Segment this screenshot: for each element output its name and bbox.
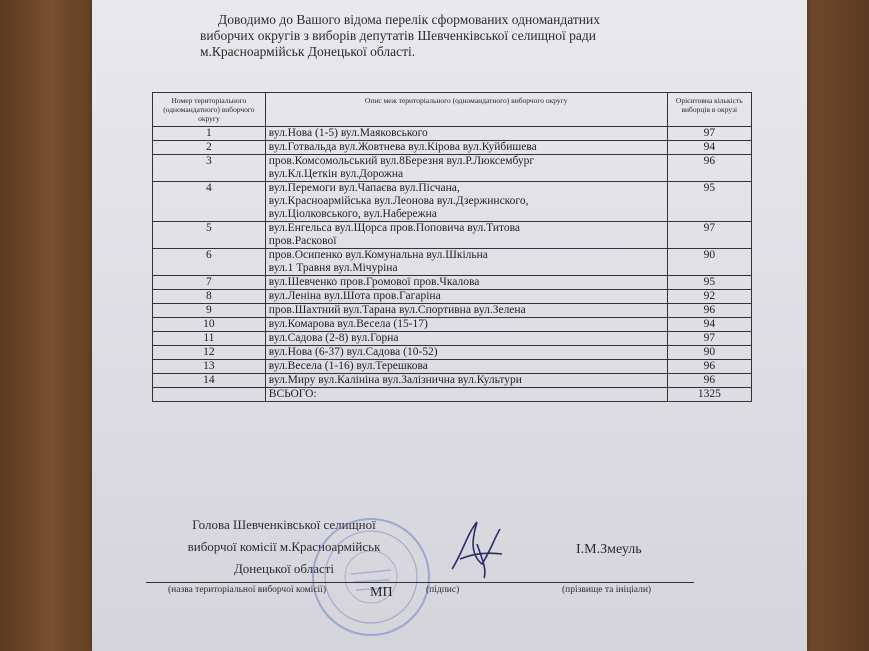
table-header-row (153, 93, 752, 127)
caption-commission: (назва територіальної виборчої комісії) (168, 585, 326, 595)
caption-name: (прізвище та ініціали) (562, 585, 652, 595)
table-row (153, 249, 752, 276)
district-number: 3 (153, 155, 266, 182)
seal-mark-mp: МП (370, 585, 393, 600)
commission-line-1: Голова Шевченківської селищної (192, 517, 376, 532)
district-boundaries: вул.Комарова вул.Весела (15-17) (265, 318, 667, 332)
document-page (92, 0, 807, 651)
total-value: 1325 (667, 388, 751, 402)
table-row (153, 290, 752, 304)
table-row (153, 332, 752, 346)
commission-underline (146, 582, 408, 583)
district-number: 12 (153, 346, 266, 360)
total-row (153, 388, 752, 402)
name-underline (534, 582, 694, 583)
table-row (153, 155, 752, 182)
voter-count: 97 (667, 332, 751, 346)
voter-count: 97 (667, 222, 751, 249)
intro-line-1: Доводимо до Вашого відома перелік сформованих одномандатних (218, 12, 600, 27)
voter-count: 96 (667, 304, 751, 318)
voter-count: 90 (667, 249, 751, 276)
district-boundaries: пров.Шахтний вул.Тарана вул.Спортивна вул.Зелена (265, 304, 667, 318)
commission-line-2: виборчої комісії м.Красноармійськ (187, 539, 381, 554)
district-boundaries: вул.Миру вул.Калініна вул.Залізнична вул.Культури (265, 374, 667, 388)
district-number: 1 (153, 127, 266, 141)
intro-line-3: м.Красноармійськ Донецької області. (200, 44, 416, 59)
official-stamp (306, 512, 436, 642)
header-desc: Опис меж територіального (одномандатного) виборчого округу (265, 93, 667, 127)
district-number: 2 (153, 141, 266, 155)
district-boundaries: пров.Комсомольський вул.8Березня вул.Р.Люксембург вул.Кл.Цеткін вул.Дорожна (265, 155, 667, 182)
table-row (153, 304, 752, 318)
table-row (153, 318, 752, 332)
chair-name: І.М.Змеуль (576, 542, 642, 557)
header-count: Орієнтовна кількість виборців в окрузі (667, 93, 751, 127)
total-label: ВСЬОГО: (265, 388, 667, 402)
table-row (153, 182, 752, 222)
total-empty (153, 388, 266, 402)
district-boundaries: вул.Готвальда вул.Жовтнева вул.Кірова вул.Куйбишева (265, 141, 667, 155)
districts-table (152, 92, 752, 402)
handwritten-signature (442, 514, 512, 584)
district-boundaries: вул.Садова (2-8) вул.Горна (265, 332, 667, 346)
table-row (153, 222, 752, 249)
voter-count: 94 (667, 141, 751, 155)
district-boundaries: вул.Весела (1-16) вул.Терешкова (265, 360, 667, 374)
district-number: 10 (153, 318, 266, 332)
voter-count: 94 (667, 318, 751, 332)
district-number: 14 (153, 374, 266, 388)
header-num: Номер територіального (одномандатного) виборчого округу (153, 93, 266, 127)
voter-count: 95 (667, 276, 751, 290)
commission-line-3: Донецької області (233, 561, 335, 576)
table-row (153, 346, 752, 360)
voter-count: 96 (667, 374, 751, 388)
district-boundaries: вул.Шевченко пров.Громової пров.Чкалова (265, 276, 667, 290)
table-row (153, 374, 752, 388)
voter-count: 95 (667, 182, 751, 222)
voter-count: 90 (667, 346, 751, 360)
district-boundaries: вул.Нова (1-5) вул.Маяковського (265, 127, 667, 141)
voter-count: 92 (667, 290, 751, 304)
district-boundaries: вул.Перемоги вул.Чапаєва вул.Пісчана, вул.Красноармійська вул.Леонова вул.Дзержинского, вул.Ціолковського, вул.Набережна (265, 182, 667, 222)
district-number: 7 (153, 276, 266, 290)
table-row (153, 127, 752, 141)
district-number: 8 (153, 290, 266, 304)
district-boundaries: вул.Леніна вул.Шота пров.Гагаріна (265, 290, 667, 304)
caption-signature: (підпис) (426, 585, 460, 595)
district-number: 11 (153, 332, 266, 346)
table-row (153, 360, 752, 374)
district-number: 5 (153, 222, 266, 249)
table-row (153, 276, 752, 290)
table-row (153, 141, 752, 155)
voter-count: 96 (667, 155, 751, 182)
voter-count: 97 (667, 127, 751, 141)
intro-line-2: виборчих округів з виборів депутатів Шевченківської селищної ради (200, 28, 596, 43)
district-number: 6 (153, 249, 266, 276)
intro-text (200, 12, 780, 60)
district-boundaries: вул.Нова (6-37) вул.Садова (10-52) (265, 346, 667, 360)
voter-count: 96 (667, 360, 751, 374)
district-number: 4 (153, 182, 266, 222)
district-number: 13 (153, 360, 266, 374)
district-number: 9 (153, 304, 266, 318)
district-boundaries: вул.Енгельса вул.Щорса пров.Поповича вул.Титова пров.Раскової (265, 222, 667, 249)
district-boundaries: пров.Осипенко вул.Комунальна вул.Шкільна вул.1 Травня вул.Мічуріна (265, 249, 667, 276)
